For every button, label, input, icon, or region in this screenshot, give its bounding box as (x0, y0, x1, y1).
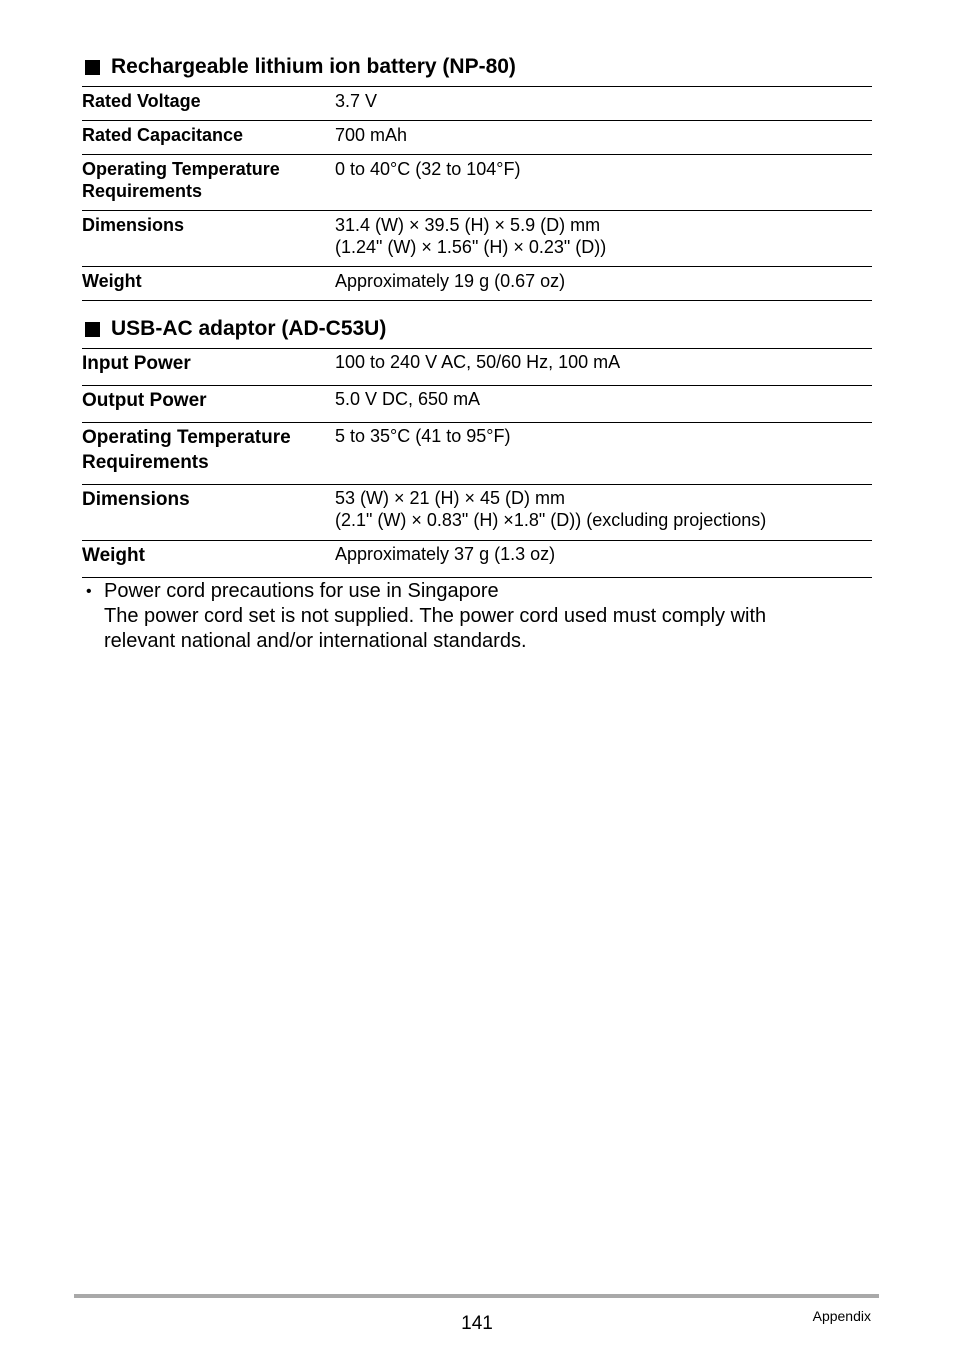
spec-label-line: Operating Temperature (82, 159, 280, 179)
spec-label (82, 155, 335, 211)
note-line: The power cord set is not supplied. The power cord used must comply with (104, 605, 767, 627)
table-row (82, 541, 872, 578)
table-row (82, 485, 872, 541)
table-row (82, 386, 872, 423)
spec-value (335, 485, 872, 541)
spec-value-line: 31.4 (W) × 39.5 (H) × 5.9 (D) mm (335, 215, 601, 235)
spec-value-line: 53 (W) × 21 (H) × 45 (D) mm (335, 488, 566, 508)
spec-label: Rated Capacitance (82, 125, 244, 145)
table-row (82, 211, 872, 267)
footer-section-label: Appendix (812, 1308, 871, 1324)
battery-title: Rechargeable lithium ion battery (NP-80) (111, 55, 516, 78)
spec-value: 0 to 40°C (32 to 104°F) (335, 159, 521, 179)
spec-label: Weight (82, 271, 142, 291)
square-bullet-icon (85, 322, 100, 337)
table-row (82, 121, 872, 155)
spec-label: Rated Voltage (82, 91, 201, 111)
battery-spec-table (82, 86, 872, 301)
note-line: relevant national and/or international standards. (104, 630, 527, 652)
spec-label (82, 423, 335, 485)
table-row (82, 87, 872, 121)
spec-value: 5.0 V DC, 650 mA (335, 389, 481, 409)
bullet-icon: • (86, 583, 92, 600)
spec-value: Approximately 19 g (0.67 oz) (335, 271, 566, 291)
table-row (82, 155, 872, 211)
footer-divider (74, 1294, 879, 1298)
spec-value: 700 mAh (335, 125, 408, 145)
spec-label: Dimensions (82, 215, 185, 235)
table-row (82, 349, 872, 386)
battery-heading (82, 52, 872, 82)
spec-label: Output Power (82, 390, 207, 411)
square-bullet-icon (85, 60, 100, 75)
spec-label-line: Requirements (82, 452, 209, 473)
page-number: 141 (461, 1313, 493, 1334)
note-body (86, 579, 846, 654)
spec-value: 3.7 V (335, 91, 378, 111)
power-cord-note (86, 579, 846, 654)
spec-label-line: Operating Temperature (82, 427, 291, 448)
spec-value-line: (2.1" (W) × 0.83" (H) ×1.8" (D)) (excluding projections) (335, 510, 767, 530)
battery-section (82, 52, 872, 301)
spec-value: Approximately 37 g (1.3 oz) (335, 544, 556, 564)
spec-value: 100 to 240 V AC, 50/60 Hz, 100 mA (335, 352, 621, 372)
note-line: Power cord precautions for use in Singapore (104, 580, 499, 602)
spec-value: 5 to 35°C (41 to 95°F) (335, 426, 511, 446)
spec-label: Input Power (82, 353, 191, 374)
adaptor-spec-table (82, 348, 872, 578)
table-row (82, 267, 872, 301)
adaptor-heading (82, 314, 872, 344)
spec-value (335, 211, 872, 267)
spec-label: Dimensions (82, 489, 190, 510)
adaptor-section (82, 314, 872, 578)
table-row (82, 423, 872, 485)
spec-label-line: Requirements (82, 181, 203, 201)
adaptor-title: USB-AC adaptor (AD-C53U) (111, 317, 387, 340)
spec-value-line: (1.24" (W) × 1.56" (H) × 0.23" (D)) (335, 237, 607, 257)
spec-label: Weight (82, 545, 145, 566)
